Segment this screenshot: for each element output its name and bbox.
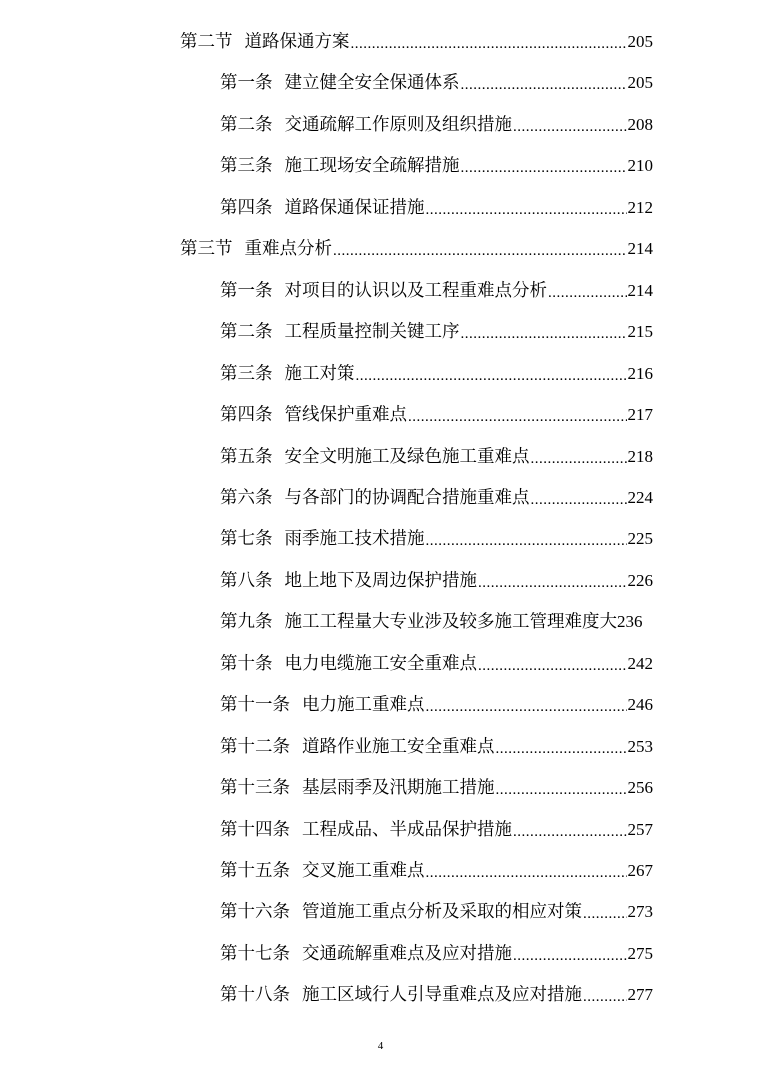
toc-dot-leader [333, 238, 627, 264]
toc-dot-leader [426, 197, 627, 223]
toc-article-entry [220, 651, 653, 677]
toc-entry-number: 第二节 [180, 32, 233, 52]
toc-entry-page: 253 [627, 736, 653, 756]
toc-entry-page: 215 [627, 322, 653, 342]
toc-article-entry [220, 817, 653, 843]
toc-entry-title: 工程成品、半成品保护措施 [302, 819, 512, 840]
toc-entry-page: 267 [627, 861, 653, 880]
toc-section-entry [180, 236, 653, 262]
toc-entry-title: 地上地下及周边保护措施 [284, 570, 477, 591]
toc-entry-page: 277 [627, 985, 653, 1005]
toc-dot-leader [426, 528, 627, 554]
toc-entry-title: 道路作业施工安全重难点 [302, 736, 495, 757]
toc-entry-title: 与各部门的协调配合措施重难点 [284, 487, 530, 508]
toc-entry-number: 第十七条 [220, 943, 290, 964]
toc-article-entry [220, 195, 653, 221]
toc-entry-page: 225 [627, 529, 653, 549]
toc-article-entry [220, 485, 653, 511]
toc-entry-title: 重难点分析 [244, 239, 332, 260]
toc-dot-leader [531, 446, 627, 472]
toc-entry-page: 205 [627, 32, 653, 51]
toc-dot-leader [426, 694, 627, 720]
toc-entry-page: 256 [627, 778, 653, 798]
toc-entry-page: 275 [627, 943, 653, 963]
toc-entry-number: 第九条 [220, 612, 273, 633]
toc-dot-leader [583, 984, 627, 1010]
toc-entry-title: 管线保护重难点 [284, 405, 407, 426]
toc-entry-number: 第八条 [220, 570, 273, 591]
toc-entry-title: 道路保通方案 [244, 32, 350, 52]
toc-dot-leader [513, 819, 627, 845]
toc-dot-leader [426, 860, 627, 886]
toc-entry-page: 216 [627, 363, 653, 383]
toc-dot-leader [461, 321, 627, 347]
toc-entry-number: 第三节 [180, 239, 233, 260]
page-number: 4 [377, 1040, 384, 1052]
toc-entry-page: 257 [627, 819, 653, 839]
toc-entry-page: 246 [627, 695, 653, 715]
toc-entry-number: 第十六条 [220, 902, 290, 923]
toc-entry-title: 电力电缆施工安全重难点 [284, 653, 477, 674]
toc-entry-page: 217 [627, 405, 653, 425]
toc-entry-title: 对项目的认识以及工程重难点分析 [284, 280, 547, 301]
toc-entry-number: 第三条 [220, 156, 273, 177]
toc-entry-title: 工程质量控制关键工序 [284, 322, 460, 343]
toc-entry-page: 210 [627, 156, 653, 176]
toc-entry-title: 施工区域行人引导重难点及应对措施 [302, 985, 582, 1006]
toc-dot-leader [461, 72, 627, 98]
toc-article-entry [220, 278, 653, 304]
toc-section-entry [180, 29, 653, 55]
toc-dot-leader [478, 653, 627, 679]
toc-article-entry [220, 982, 653, 1008]
toc-entry-number: 第十三条 [220, 778, 290, 799]
toc-entry-number: 第十五条 [220, 861, 290, 881]
toc-entry-page: 226 [627, 570, 653, 590]
toc-article-entry [220, 568, 653, 594]
toc-entry-title: 建立健全安全保通体系 [284, 73, 460, 94]
toc-entry-title: 安全文明施工及绿色施工重难点 [284, 446, 530, 467]
toc-entry-title: 交通疏解重难点及应对措施 [302, 943, 512, 964]
toc-article-entry [220, 858, 653, 884]
toc-article-entry [220, 319, 653, 345]
toc-dot-leader [478, 570, 627, 596]
toc-article-entry [220, 692, 653, 718]
toc-article-entry [220, 941, 653, 967]
toc-entry-title: 施工现场安全疏解措施 [284, 156, 460, 177]
toc-dot-leader [531, 487, 627, 513]
toc-entry-page: 208 [627, 114, 653, 134]
toc-article-entry [220, 734, 653, 760]
toc-dot-leader [496, 736, 627, 762]
toc-entry-number: 第十二条 [220, 736, 290, 757]
toc-entry-page: 214 [627, 280, 653, 300]
toc-entry-number: 第三条 [220, 363, 273, 384]
toc-entry-number: 第四条 [220, 197, 273, 218]
toc-entry-number: 第一条 [220, 280, 273, 301]
toc-entry-number: 第七条 [220, 529, 273, 550]
toc-entry-number: 第六条 [220, 487, 273, 508]
toc-entry-page: 224 [627, 487, 653, 507]
toc-dot-leader [408, 404, 627, 430]
toc-entry-title: 雨季施工技术措施 [284, 529, 425, 550]
toc-article-entry [220, 526, 653, 552]
toc-article-entry [220, 70, 653, 96]
toc-entry-page: 205 [627, 73, 653, 93]
toc-entry-title: 管道施工重点分析及采取的相应对策 [302, 902, 582, 923]
toc-entry-number: 第十八条 [220, 985, 290, 1006]
toc-entry-number: 第二条 [220, 322, 273, 343]
toc-dot-leader [351, 31, 627, 57]
toc-entry-page: 273 [627, 902, 653, 922]
toc-article-entry [220, 112, 653, 138]
toc-article-entry [220, 444, 653, 470]
toc-dot-leader [356, 363, 627, 389]
toc-dot-leader [496, 777, 627, 803]
toc-entry-page: 218 [627, 446, 653, 466]
toc-article-entry [220, 899, 653, 925]
toc-entry-title: 道路保通保证措施 [284, 197, 425, 218]
toc-entry-title: 施工对策 [284, 363, 355, 384]
toc-entry-number: 第十四条 [220, 819, 290, 840]
toc-entry-page: 212 [627, 197, 653, 217]
toc-entry-page: 236 [617, 612, 643, 632]
toc-entry-number: 第二条 [220, 114, 273, 135]
toc-entry-number: 第五条 [220, 446, 273, 467]
toc-entry-title: 施工工程量大专业涉及较多施工管理难度大 [284, 612, 617, 633]
toc-entry-title: 交通疏解工作原则及组织措施 [284, 114, 512, 135]
toc-entry-page: 214 [627, 239, 653, 259]
toc-article-entry [220, 402, 653, 428]
toc-entry-number: 第十条 [220, 653, 273, 674]
toc-entry-title: 电力施工重难点 [302, 695, 425, 716]
toc-entry-page: 242 [627, 653, 653, 673]
toc-dot-leader [513, 943, 627, 969]
toc-entry-title: 基层雨季及汛期施工措施 [302, 778, 495, 799]
toc-article-entry [220, 609, 653, 635]
toc-entry-number: 第四条 [220, 405, 273, 426]
toc-entry-number: 第十一条 [220, 695, 290, 716]
toc-dot-leader [461, 155, 627, 181]
toc-article-entry [220, 153, 653, 179]
toc-entry-number: 第一条 [220, 73, 273, 94]
toc-article-entry [220, 775, 653, 801]
toc-dot-leader [513, 114, 627, 140]
toc-dot-leader [548, 280, 627, 306]
toc-dot-leader [583, 901, 627, 927]
toc-article-entry [220, 361, 653, 387]
toc-entry-title: 交叉施工重难点 [302, 861, 425, 881]
